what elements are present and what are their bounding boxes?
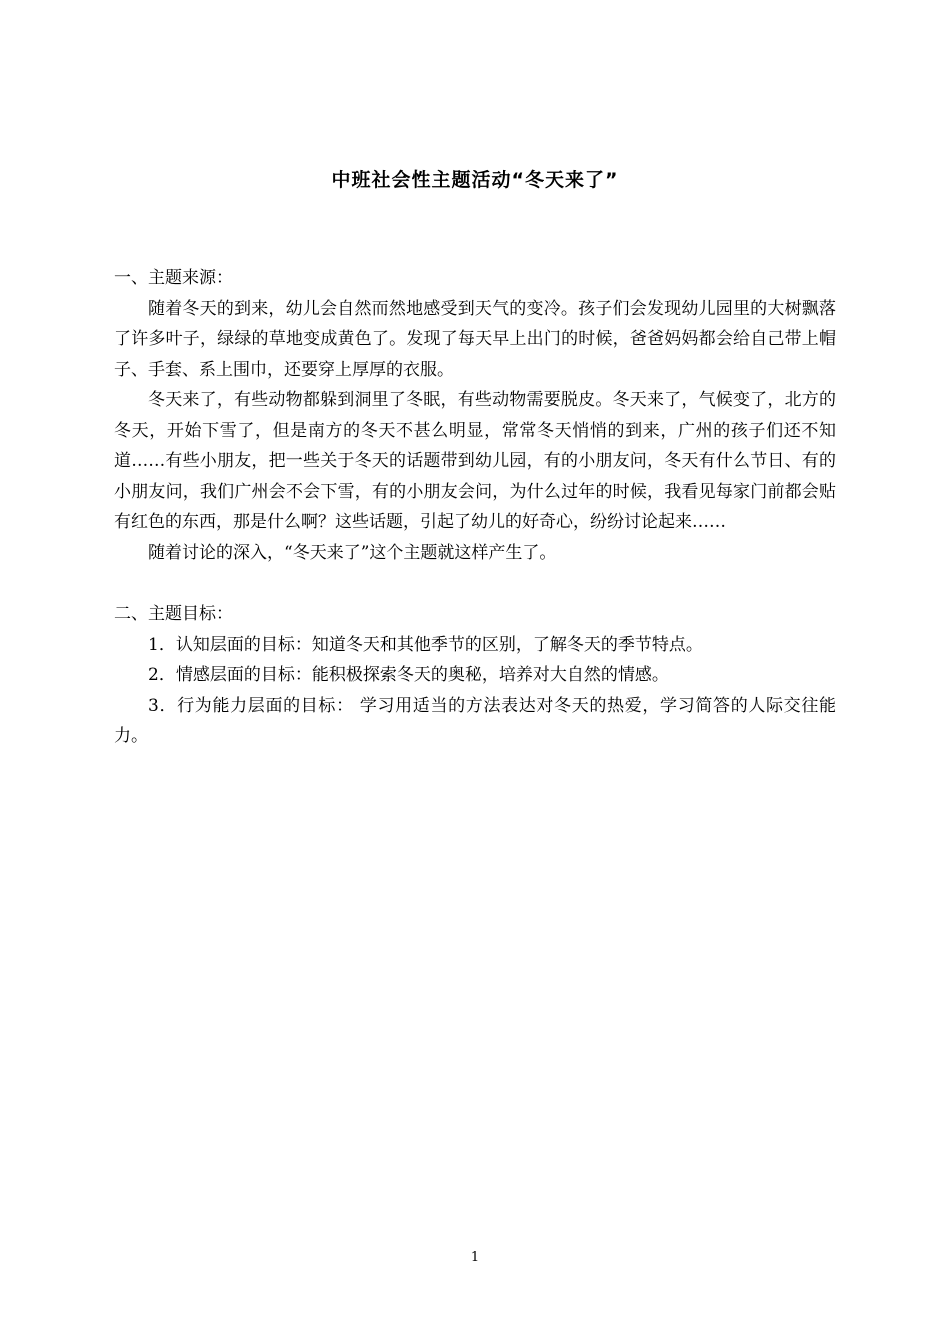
goal-item-emotional: 2．情感层面的目标：能积极探索冬天的奥秘，培养对大自然的情感。 — [148, 665, 669, 685]
section-spacer — [114, 568, 836, 599]
source-paragraph-2: 冬天来了，有些动物都躲到洞里了冬眠，有些动物需要脱皮。冬天来了，气候变了，北方的冬天，开始下雪了，但是南方的冬天不甚么明显，常常冬天悄悄的到来，广州的孩子们还不知道……有些小朋友，把一些关于冬天的话题带到幼儿园，有的小朋友问，冬天有什么节日、有的小朋友问，我们广州会不会下雪，有的小朋友会问，为什么过年的时候，我看见每家门前都会贴有红色的东西，那是什么啊？这些话题，引起了幼儿的好奇心，纷纷讨论起来…… — [114, 390, 836, 532]
document-title: 中班社会性主题活动“冬天来了” — [331, 169, 619, 191]
source-paragraph-1: 随着冬天的到来，幼儿会自然而然地感受到天气的变冷。孩子们会发现幼儿园里的大树飘落了许多叶子，绿绿的草地变成黄色了。发现了每天早上出门的时候，爸爸妈妈都会给自己带上帽子、手套、系上围巾，还要穿上厚厚的衣服。 — [114, 298, 836, 380]
source-paragraph-3: 随着讨论的深入，“冬天来了”这个主题就这样产生了。 — [148, 542, 557, 563]
goal-item-behavioral: 3．行为能力层面的目标： 学习用适当的方法表达对冬天的热爱，学习简答的人际交往能力。 — [114, 695, 836, 746]
document-body — [114, 263, 836, 752]
section-heading-goals: 二、主题目标： — [114, 604, 233, 624]
page-number: 1 — [470, 1250, 480, 1265]
section-heading-source: 一、主题来源： — [114, 268, 233, 288]
goal-item-cognitive: 1．认知层面的目标：知道冬天和其他季节的区别，了解冬天的季节特点。 — [148, 634, 703, 655]
